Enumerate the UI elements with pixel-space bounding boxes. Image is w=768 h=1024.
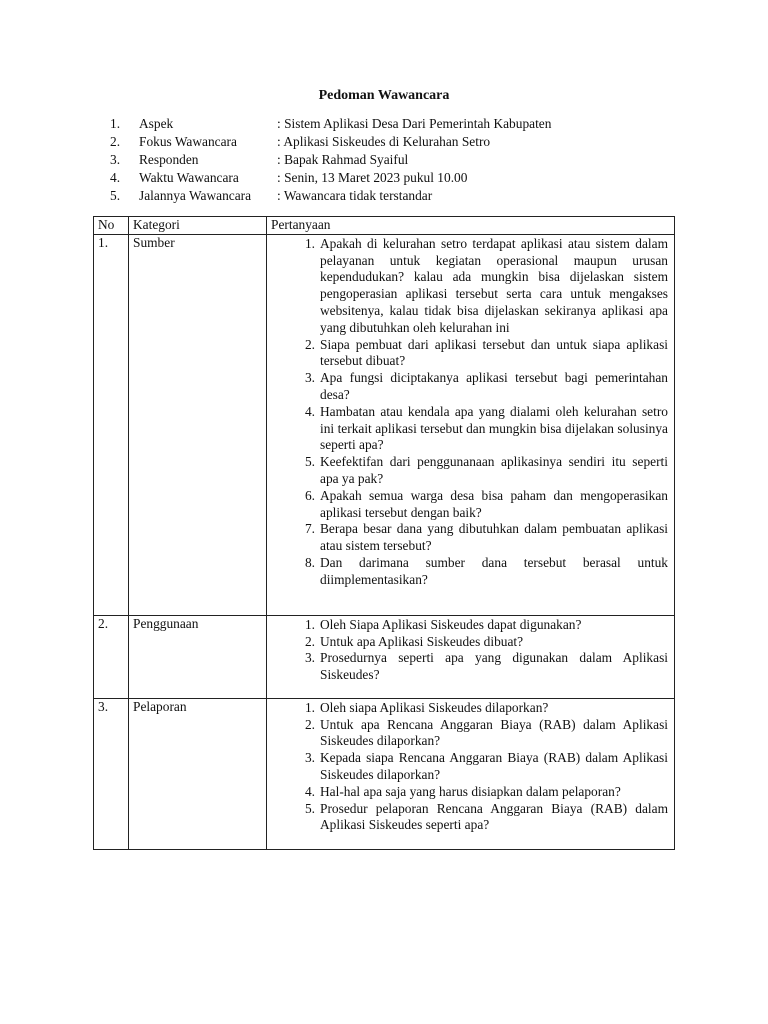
info-label: Waktu Wawancara bbox=[139, 170, 239, 185]
row-category: Sumber bbox=[129, 234, 267, 615]
list-item: 8. Dan darimana sumber dana tersebut berasal untuk diimplementasikan? bbox=[304, 554, 668, 587]
list-item: 2. Siapa pembuat dari aplikasi tersebut dan untuk siapa aplikasi tersebut dibuat? bbox=[304, 336, 668, 369]
info-label: Fokus Wawancara bbox=[139, 134, 237, 149]
info-row-jalannya bbox=[110, 187, 551, 205]
list-item: 2. Untuk apa Rencana Anggaran Biaya (RAB) dalam Aplikasi Siskeudes dilaporkan? bbox=[304, 716, 668, 749]
header-pertanyaan: Pertanyaan bbox=[267, 217, 675, 235]
info-value: : Sistem Aplikasi Desa Dari Pemerintah Kabupaten bbox=[277, 116, 552, 131]
table-row bbox=[94, 698, 675, 849]
table-row bbox=[94, 234, 675, 615]
row-category: Penggunaan bbox=[129, 615, 267, 698]
row-number: 2. bbox=[94, 615, 129, 698]
header-kategori: Kategori bbox=[129, 217, 267, 235]
info-number: 4. bbox=[110, 170, 121, 185]
info-row-aspek bbox=[110, 115, 551, 133]
page-title: Pedoman Wawancara bbox=[318, 88, 450, 103]
info-value: : Bapak Rahmad Syaiful bbox=[277, 152, 409, 167]
row-questions bbox=[267, 615, 675, 698]
info-value: : Wawancara tidak terstandar bbox=[277, 188, 433, 203]
row-questions bbox=[267, 698, 675, 849]
row-number: 3. bbox=[94, 698, 129, 849]
list-item: 5. Prosedur pelaporan Rencana Anggaran Biaya (RAB) dalam Aplikasi Siskeudes seperti apa? bbox=[304, 800, 668, 833]
row-number: 1. bbox=[94, 234, 129, 615]
info-row-waktu bbox=[110, 169, 551, 187]
info-row-responden bbox=[110, 151, 551, 169]
list-item: 3. Apa fungsi diciptakanya aplikasi tersebut bagi pemerintahan desa? bbox=[304, 370, 668, 402]
list-item: 7. Berapa besar dana yang dibutuhkan dalam pembuatan aplikasi atau sistem tersebut? bbox=[304, 521, 668, 554]
list-item: 1. Apakah di kelurahan setro terdapat aplikasi atau sistem dalam pelayanan untuk kegiatan operasional maupun urusan kependudukan? kalau ada mungkin bisa dijelaskan sistem pengoperasian aplikasi tersebut serta cara untuk mengakses websitenya, kalau tidak bisa dijelaskan sekiranya aplikasi apa yang dibutuhkan oleh kelurahan ini bbox=[304, 235, 668, 335]
table-header-row bbox=[94, 217, 675, 235]
info-row-fokus bbox=[110, 133, 551, 151]
list-item: 6. Apakah semua warga desa bisa paham dan mengoperasikan aplikasi tersebut dengan baik? bbox=[304, 487, 668, 520]
list-item: 1. Oleh Siapa Aplikasi Siskeudes dapat digunakan? bbox=[304, 616, 582, 632]
header-no: No bbox=[94, 217, 129, 235]
row-category: Pelaporan bbox=[129, 698, 267, 849]
list-item: 1. Oleh siapa Aplikasi Siskeudes dilaporkan? bbox=[304, 699, 549, 715]
list-item: 3. Prosedurnya seperti apa yang digunakan dalam Aplikasi Siskeudes? bbox=[304, 650, 668, 683]
info-value: : Senin, 13 Maret 2023 pukul 10.00 bbox=[277, 170, 468, 185]
list-item: 2. Untuk apa Aplikasi Siskeudes dibuat? bbox=[304, 633, 524, 649]
info-label: Jalannya Wawancara bbox=[139, 188, 252, 203]
table-row bbox=[94, 615, 675, 698]
list-item: 4. Hambatan atau kendala apa yang dialami oleh kelurahan setro ini terkait aplikasi tersebut dan mungkin bisa dijelakan solusinya seperti apa? bbox=[304, 403, 668, 453]
list-item: 5. Keefektifan dari penggunanaan aplikasinya sendiri itu seperti apa ya pak? bbox=[304, 454, 668, 486]
list-item: 4. Hal-hal apa saja yang harus disiapkan dalam pelaporan? bbox=[304, 783, 621, 799]
info-number: 3. bbox=[110, 152, 121, 167]
interview-info-list bbox=[110, 115, 551, 205]
info-number: 1. bbox=[110, 116, 121, 131]
list-item: 3. Kepada siapa Rencana Anggaran Biaya (RAB) dalam Aplikasi Siskeudes dilaporkan? bbox=[304, 750, 668, 782]
question-table bbox=[93, 216, 675, 850]
info-label: Aspek bbox=[139, 116, 174, 131]
info-number: 2. bbox=[110, 134, 121, 149]
row-questions bbox=[267, 234, 675, 615]
info-value: : Aplikasi Siskeudes di Kelurahan Setro bbox=[277, 134, 491, 149]
info-label: Responden bbox=[139, 152, 199, 167]
info-number: 5. bbox=[110, 188, 121, 203]
